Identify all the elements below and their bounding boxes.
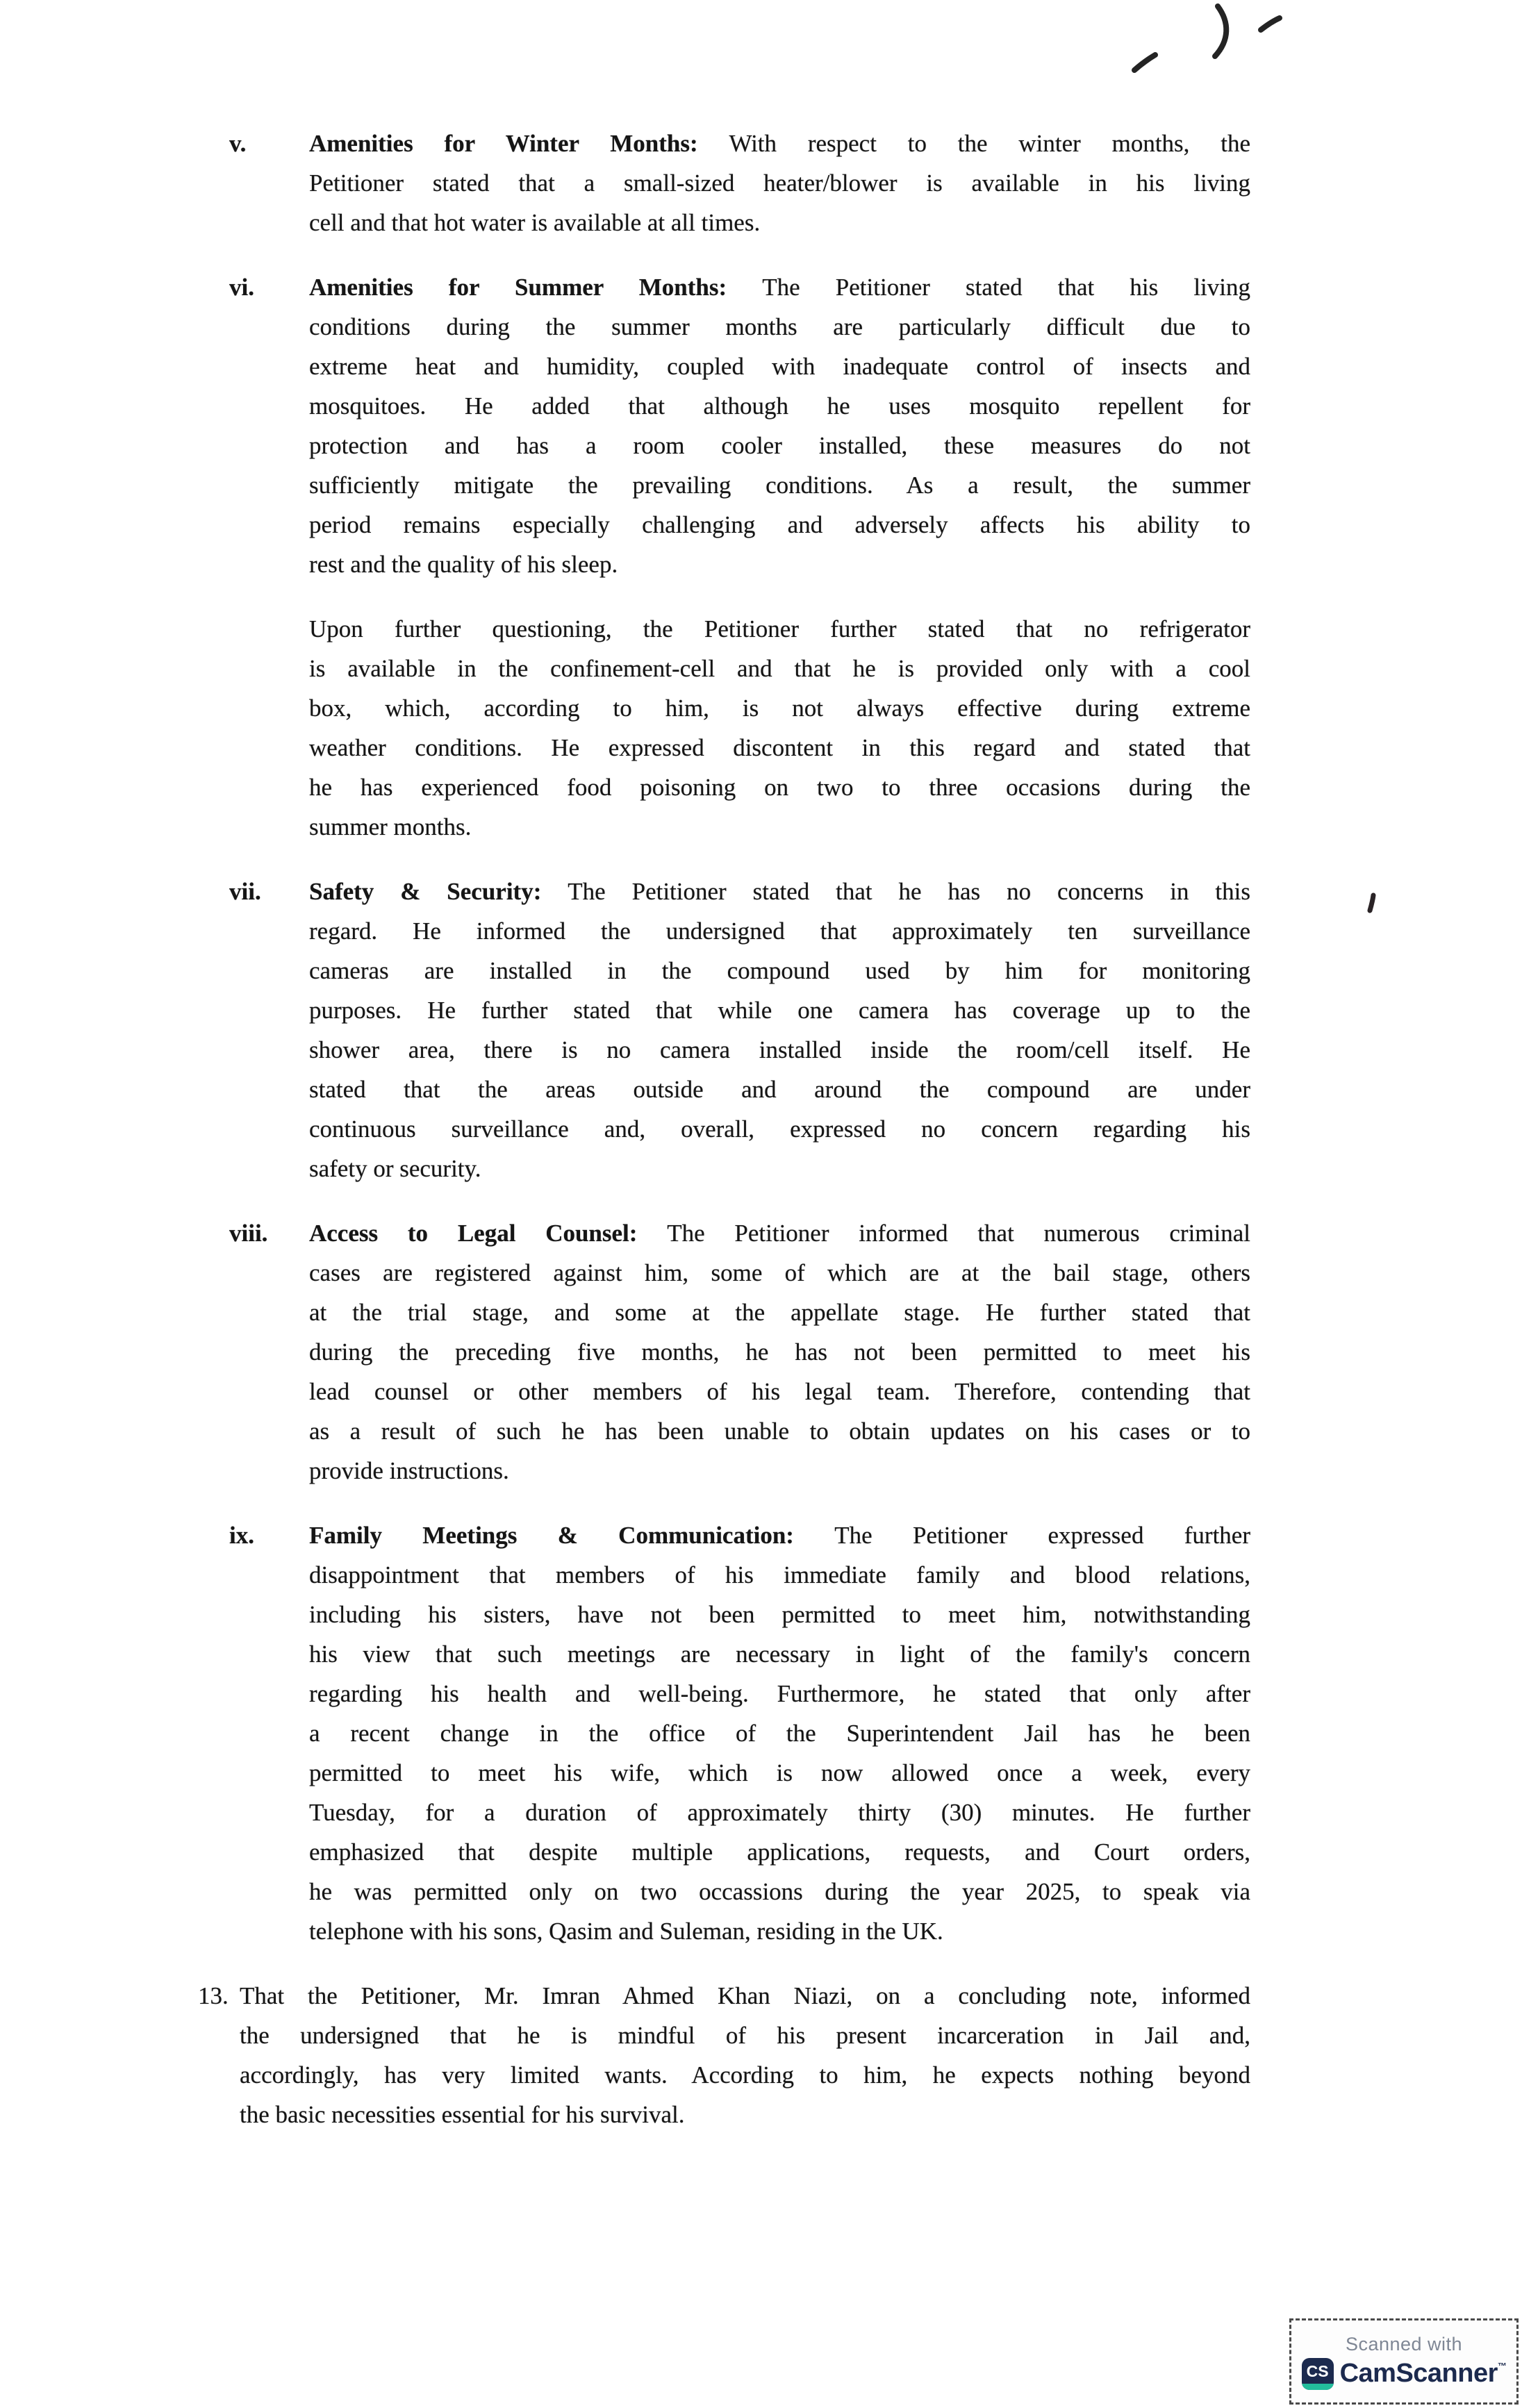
text-line: mosquitoes. He added that although he uses mosquito repellent for xyxy=(309,392,1250,420)
paragraph-text xyxy=(309,1516,1250,1951)
camscanner-logo-icon xyxy=(1302,2358,1334,2390)
paragraph-text xyxy=(309,267,1250,584)
text-line: regard. He informed the undersigned that approximately ten surveillance xyxy=(309,917,1250,945)
text-line: safety or security. xyxy=(309,1155,481,1182)
list-marker: viii. xyxy=(229,1220,268,1247)
trademark-symbol: ™ xyxy=(1497,2361,1507,2371)
pen-mark-icon xyxy=(1134,55,1155,70)
text-line: permitted to meet his wife, which is now allowed once a week, every xyxy=(309,1759,1250,1786)
paragraph xyxy=(198,267,1250,584)
text-line: accordingly, has very limited wants. According to him, he expects nothing beyond xyxy=(240,2061,1250,2089)
text-line: lead counsel or other members of his legal team. Therefore, contending that xyxy=(309,1378,1250,1405)
text-line: the undersigned that he is mindful of his present incarceration in Jail and, xyxy=(240,2022,1250,2049)
text-line: during the preceding five months, he has not been permitted to meet his xyxy=(309,1338,1250,1365)
text-line: summer months. xyxy=(309,813,472,840)
list-marker: ix. xyxy=(229,1522,254,1549)
camscanner-watermark xyxy=(1289,2318,1519,2405)
paragraph xyxy=(198,609,1250,847)
text-line: the basic necessities essential for his survival. xyxy=(240,2101,685,2128)
run-in-heading: Amenities for Winter Months: xyxy=(309,130,729,157)
body-text xyxy=(198,124,1250,2159)
text-line: he was permitted only on two occassions during the year 2025, to speak via xyxy=(309,1878,1250,1905)
paragraph-text xyxy=(240,1976,1250,2134)
camscanner-brand-text: CamScanner xyxy=(1339,2359,1498,2388)
camscanner-logo-letters: CS xyxy=(1306,2361,1329,2380)
text-line: as a result of such he has been unable to obtain updates on his cases or to xyxy=(309,1418,1250,1445)
text-line: conditions during the summer months are particularly difficult due to xyxy=(309,313,1250,340)
text-line: purposes. He further stated that while one camera has coverage up to the xyxy=(309,997,1250,1024)
text-line: disappointment that members of his immediate family and blood relations, xyxy=(309,1561,1250,1588)
text-line: extreme heat and humidity, coupled with inadequate control of insects and xyxy=(309,353,1250,380)
paragraph-text xyxy=(309,124,1250,242)
text-line: sufficiently mitigate the prevailing conditions. As a result, the summer xyxy=(309,472,1250,499)
text-line: weather conditions. He expressed discontent in this regard and stated that xyxy=(309,734,1250,761)
pen-mark-icon xyxy=(1215,6,1226,56)
paragraph-text xyxy=(309,609,1250,847)
text-line: regarding his health and well-being. Furthermore, he stated that only after xyxy=(309,1680,1250,1707)
run-in-heading: Safety & Security: xyxy=(309,878,568,905)
text-line: telephone with his sons, Qasim and Suleman, residing in the UK. xyxy=(309,1918,943,1945)
text-line: he has experienced food poisoning on two to three occasions during the xyxy=(309,774,1250,801)
text-line: cameras are installed in the compound used by him for monitoring xyxy=(309,957,1250,984)
text-line: his view that such meetings are necessary in light of the family's concern xyxy=(309,1641,1250,1668)
text-line: Safety & Security: The Petitioner stated that he has no concerns in this xyxy=(309,878,1250,905)
text-line: Access to Legal Counsel: The Petitioner informed that numerous criminal xyxy=(309,1220,1251,1247)
text-line: rest and the quality of his sleep. xyxy=(309,551,618,578)
ink-speck-icon xyxy=(1370,895,1373,911)
camscanner-brand-name xyxy=(1340,2359,1507,2389)
text-line: Petitioner stated that a small-sized heater/blower is available in his living xyxy=(309,169,1250,197)
text-line: shower area, there is no camera installed inside the room/cell itself. He xyxy=(309,1036,1250,1063)
text-line: protection and has a room cooler installed, these measures do not xyxy=(309,432,1250,459)
list-marker: v. xyxy=(229,130,247,157)
text-line: box, which, according to him, is not always effective during extreme xyxy=(309,695,1250,722)
text-line: Tuesday, for a duration of approximately thirty (30) minutes. He further xyxy=(309,1799,1250,1826)
text-line: period remains especially challenging and adversely affects his ability to xyxy=(309,511,1250,538)
list-marker: 13. xyxy=(198,1982,229,2009)
paragraph xyxy=(198,1213,1250,1491)
text-line: Family Meetings & Communication: The Petitioner expressed further xyxy=(309,1522,1251,1549)
run-in-heading: Amenities for Summer Months: xyxy=(309,274,763,301)
paragraph xyxy=(198,124,1250,242)
text-line: provide instructions. xyxy=(309,1457,509,1484)
list-marker: vii. xyxy=(229,878,261,905)
text-line: continuous surveillance and, overall, expressed no concern regarding his xyxy=(309,1115,1250,1143)
paragraph xyxy=(198,1516,1250,1951)
text-line: at the trial stage, and some at the appellate stage. He further stated that xyxy=(309,1299,1250,1326)
text-line: a recent change in the office of the Superintendent Jail has he been xyxy=(309,1720,1250,1747)
text-line: That the Petitioner, Mr. Imran Ahmed Khan Niazi, on a concluding note, informed xyxy=(240,1982,1250,2009)
text-line: Upon further questioning, the Petitioner further stated that no refrigerator xyxy=(309,615,1250,642)
run-in-heading: Access to Legal Counsel: xyxy=(309,1220,668,1247)
paragraph-text xyxy=(309,872,1250,1188)
text-line: cell and that hot water is available at all times. xyxy=(309,209,761,236)
text-line: emphasized that despite multiple applications, requests, and Court orders, xyxy=(309,1838,1250,1866)
list-marker xyxy=(198,609,309,847)
list-marker: vi. xyxy=(229,274,254,301)
paragraph xyxy=(198,872,1250,1188)
scanned-with-label: Scanned with xyxy=(1345,2333,1463,2355)
text-line: stated that the areas outside and around the compound are under xyxy=(309,1076,1250,1103)
text-line: Amenities for Summer Months: The Petitioner stated that his living xyxy=(309,274,1250,301)
text-line: is available in the confinement-cell and that he is provided only with a cool xyxy=(309,655,1250,682)
text-line: cases are registered against him, some of which are at the bail stage, others xyxy=(309,1259,1250,1286)
paragraph xyxy=(198,1976,1250,2134)
run-in-heading: Family Meetings & Communication: xyxy=(309,1522,835,1549)
paragraph-text xyxy=(309,1213,1250,1491)
pen-mark-icon xyxy=(1261,18,1280,30)
text-line: including his sisters, have not been permitted to meet him, notwithstanding xyxy=(309,1601,1250,1628)
text-line: Amenities for Winter Months: With respect to the winter months, the xyxy=(309,130,1250,157)
camscanner-brand-row xyxy=(1302,2358,1507,2390)
